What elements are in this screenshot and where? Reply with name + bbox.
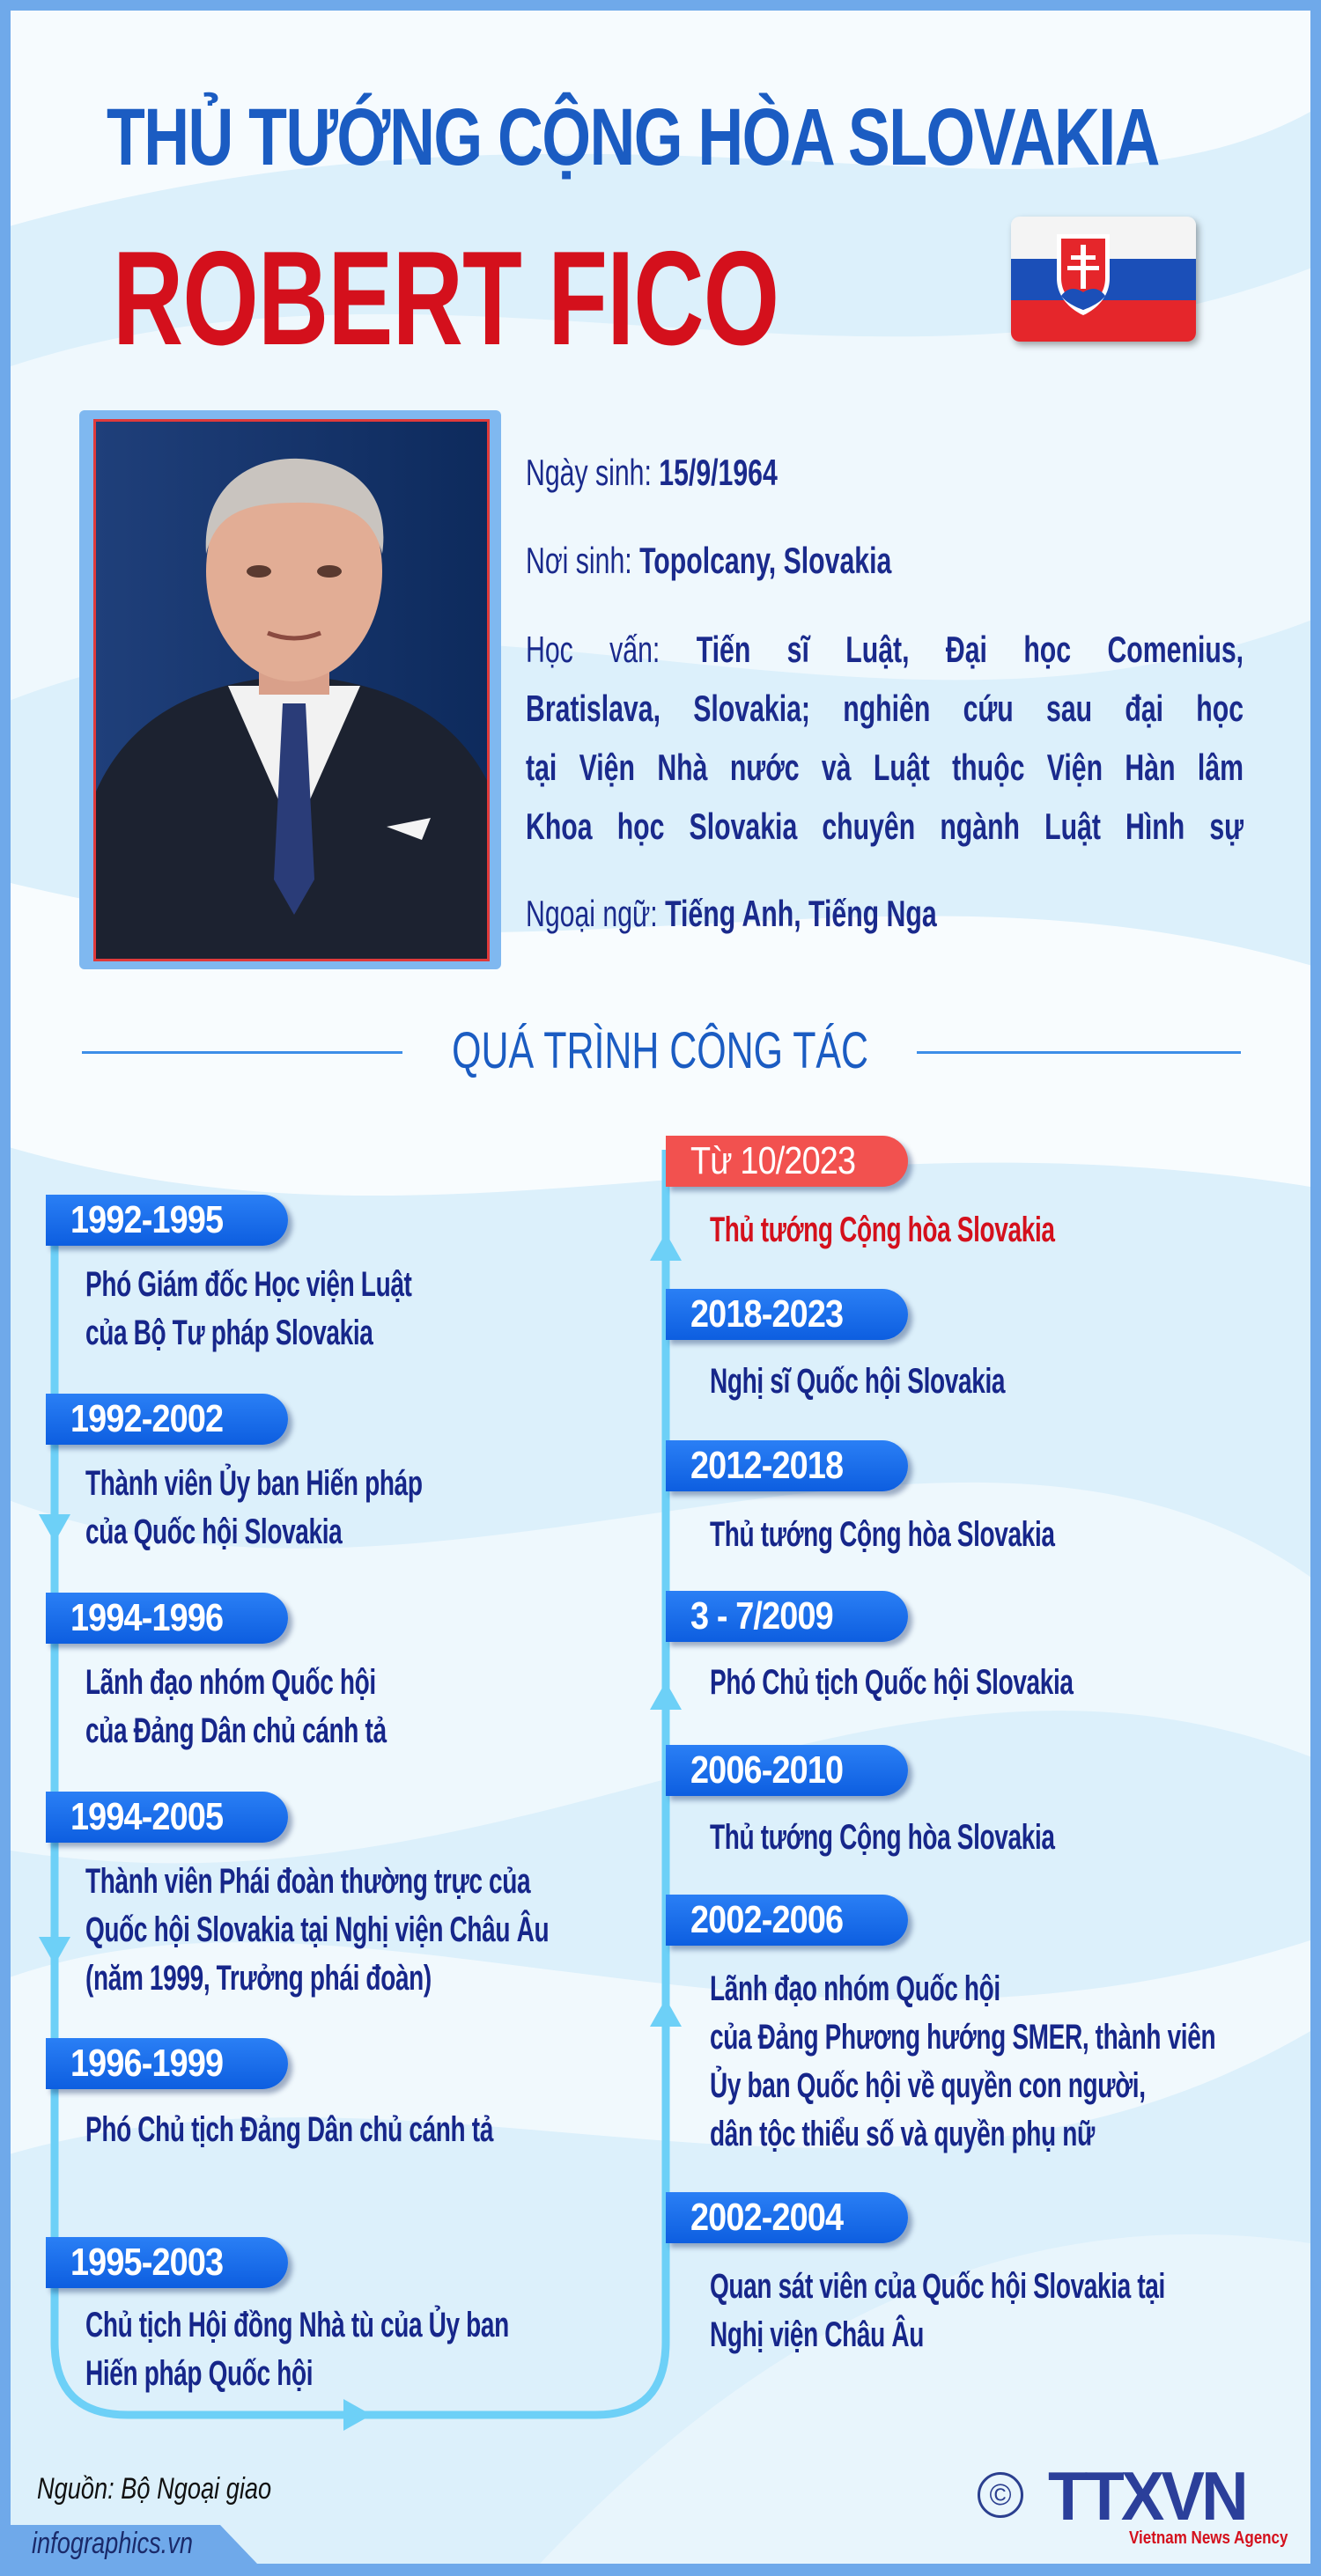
description-line: Thủ tướng Cộng hòa Slovakia bbox=[710, 1211, 1055, 1249]
period-badge bbox=[46, 1195, 288, 1246]
timeline-description bbox=[85, 2301, 649, 2398]
languages: Ngoại ngữ: Tiếng Anh, Tiếng Nga bbox=[526, 893, 937, 934]
period-badge bbox=[666, 1136, 908, 1187]
ttxvn-logo: TTXVN bbox=[1048, 2457, 1245, 2535]
education: Học vấn: Tiến sĩ Luật, Đại học Comenius, Bratislava, Slovakia; nghiên cứu sau đại học tại Viện Nhà nước và Luật thuộc Viện Hàn lâm Khoa học Slovakia chuyên ngành Luật Hình sự bbox=[526, 629, 1244, 847]
description-line: Phó Chủ tịch Đảng Dân chủ cánh tả bbox=[85, 2110, 493, 2149]
timeline-description bbox=[710, 2263, 1273, 2359]
birth-date: Ngày sinh: 15/9/1964 bbox=[526, 452, 778, 493]
description-line: Lãnh đạo nhóm Quốc hội bbox=[710, 1969, 1000, 2008]
description-line: Ủy ban Quốc hội về quyền con người, bbox=[710, 2066, 1146, 2105]
description-line: Phó Giám đốc Học viện Luật bbox=[85, 1265, 412, 1304]
timeline-description bbox=[710, 1659, 1273, 1707]
description-line: Lãnh đạo nhóm Quốc hội bbox=[85, 1663, 376, 1702]
description-line: Thành viên Ủy ban Hiến pháp bbox=[85, 1464, 423, 1503]
site-link[interactable]: infographics.vn bbox=[32, 2527, 193, 2560]
period-badge bbox=[46, 1394, 288, 1445]
period-badge bbox=[46, 1593, 288, 1644]
timeline-description bbox=[85, 1858, 649, 2003]
description-line: của Đảng Dân chủ cánh tả bbox=[85, 1711, 387, 1750]
period-label: 1994-2005 bbox=[70, 1795, 224, 1838]
description-line: Quốc hội Slovakia tại Nghị viện Châu Âu bbox=[85, 1910, 550, 1949]
description-line: Phó Chủ tịch Quốc hội Slovakia bbox=[710, 1663, 1074, 1702]
period-badge bbox=[46, 2038, 288, 2089]
title-name: ROBERT FICO bbox=[113, 224, 779, 373]
description-line: Thủ tướng Cộng hòa Slovakia bbox=[710, 1818, 1055, 1857]
timeline-description bbox=[710, 1206, 1273, 1255]
period-label: Từ 10/2023 bbox=[690, 1139, 856, 1182]
timeline-description bbox=[85, 1460, 649, 1557]
description-line: Thành viên Phái đoàn thường trực của bbox=[85, 1862, 531, 1901]
period-badge bbox=[666, 1745, 908, 1796]
period-label: 2018-2023 bbox=[690, 1292, 844, 1336]
period-badge bbox=[666, 2192, 908, 2243]
period-badge bbox=[666, 1895, 908, 1946]
description-line: Quan sát viên của Quốc hội Slovakia tại bbox=[710, 2267, 1165, 2306]
section-title: QUÁ TRÌNH CÔNG TÁC bbox=[452, 1022, 869, 1079]
description-line: của Đảng Phương hướng SMER, thành viên bbox=[710, 2018, 1216, 2057]
period-label: 1992-1995 bbox=[70, 1198, 224, 1241]
description-line: của Quốc hội Slovakia bbox=[85, 1512, 343, 1551]
period-label: 1995-2003 bbox=[70, 2241, 224, 2284]
logo-subtitle: Vietnam News Agency bbox=[1129, 2528, 1288, 2548]
period-label: 2006-2010 bbox=[690, 1748, 844, 1792]
period-label: 2012-2018 bbox=[690, 1444, 844, 1487]
description-line: Nghị sĩ Quốc hội Slovakia bbox=[710, 1362, 1006, 1401]
period-label: 1994-1996 bbox=[70, 1596, 224, 1639]
timeline-description bbox=[710, 1814, 1273, 1862]
timeline-description bbox=[710, 1511, 1273, 1559]
copyright-icon: © bbox=[978, 2472, 1023, 2518]
birth-place: Nơi sinh: Topolcany, Slovakia bbox=[526, 540, 892, 581]
period-label: 1996-1999 bbox=[70, 2042, 224, 2085]
title-position: THỦ TƯỚNG CỘNG HÒA SLOVAKIA bbox=[107, 92, 1159, 182]
description-line: Nghị viện Châu Âu bbox=[710, 2315, 924, 2354]
description-line: dân tộc thiểu số và quyền phụ nữ bbox=[710, 2115, 1095, 2153]
description-line: Thủ tướng Cộng hòa Slovakia bbox=[710, 1515, 1055, 1554]
timeline-description bbox=[85, 2106, 649, 2154]
period-label: 3 - 7/2009 bbox=[690, 1594, 833, 1638]
period-badge bbox=[666, 1440, 908, 1491]
timeline-description bbox=[85, 1261, 649, 1358]
period-badge bbox=[46, 2237, 288, 2288]
timeline-description bbox=[85, 1659, 649, 1755]
period-label: 1992-2002 bbox=[70, 1397, 224, 1440]
description-line: Hiến pháp Quốc hội bbox=[85, 2354, 314, 2393]
period-label: 2002-2004 bbox=[690, 2196, 844, 2239]
timeline-description bbox=[710, 1358, 1273, 1406]
period-badge bbox=[666, 1591, 908, 1642]
description-line: Chủ tịch Hội đồng Nhà tù của Ủy ban bbox=[85, 2306, 509, 2344]
timeline-description bbox=[710, 1965, 1273, 2159]
period-badge bbox=[46, 1792, 288, 1843]
description-line: (năm 1999, Trưởng phái đoàn) bbox=[85, 1959, 432, 1998]
period-label: 2002-2006 bbox=[690, 1898, 844, 1941]
period-badge bbox=[666, 1289, 908, 1340]
description-line: của Bộ Tư pháp Slovakia bbox=[85, 1314, 373, 1352]
source-note: Nguồn: Bộ Ngoại giao bbox=[37, 2472, 272, 2506]
